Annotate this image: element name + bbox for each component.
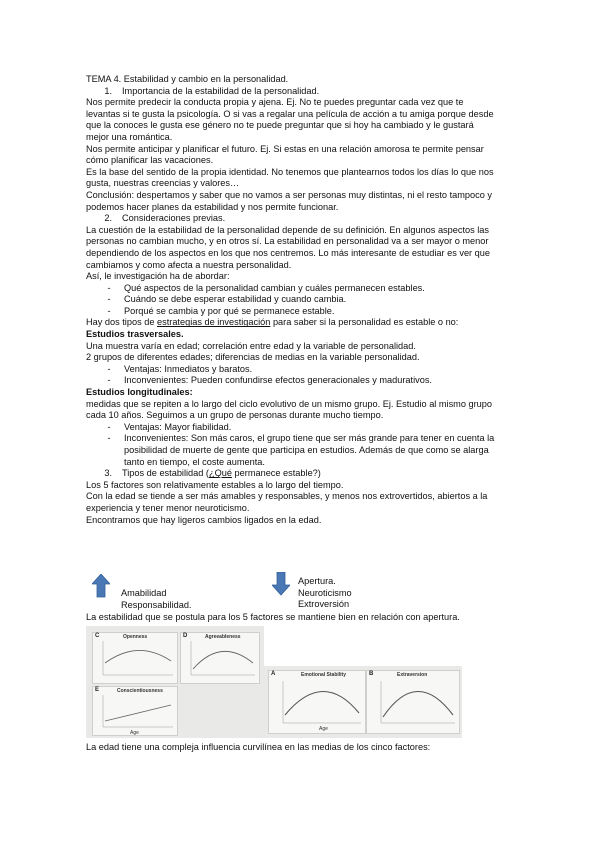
paragraph-line: Así, le investigación ha de abordar: [86, 271, 230, 282]
panel-title: Extraversion [397, 672, 428, 678]
list-item [86, 283, 516, 295]
list-item-continuation: posibilidad de muerte de gente que participa en estudios. Además de que como se alarga [124, 445, 489, 455]
panel-title: Conscientiousness [117, 688, 163, 694]
section-title-block [86, 74, 516, 526]
dash-bullet: - [107, 375, 111, 386]
decrease-item: Neuroticismo [298, 587, 352, 598]
list-item-text: Cuándo se debe esperar estabilidad y cuando cambia. [124, 294, 347, 305]
paragraph-line: que la conoces le gusta ese género no te puede preguntar que si hoy ha cambiado y le gustará [86, 120, 474, 131]
section-1-number: 1. [104, 85, 112, 96]
types-post: para saber si la personalidad es estable o no: [270, 317, 459, 328]
paragraph-line: Nos permite predecir la conducta propia y ajena. Ej. No te puedes preguntar cada vez que te [86, 97, 464, 108]
list-item-text: Inconvenientes: Son más caros, el grupo tiene que ser más grande para tener en cuenta la [124, 433, 495, 444]
closing-paragraph [86, 742, 516, 754]
paragraph-line: levantas si te gusta la psicología. O si vas a regalar una película de acción a tu amiga porque desde [86, 108, 494, 119]
paragraph-line: podemos hacer planes da estabilidad y nos permite funcionar. [86, 201, 339, 212]
types-line [86, 317, 516, 329]
x-axis-label: Age [130, 730, 139, 736]
up-arrow-icon [92, 574, 110, 598]
paragraph-line: Los 5 factores son relativamente estables a lo largo del tiempo. [86, 479, 344, 490]
chart-panel-conscientiousness [92, 686, 178, 736]
dash-bullet: - [107, 305, 111, 316]
types-underlined: estrategias de investigación [157, 317, 271, 328]
paragraph-line: dependiendo de los aspectos en los que nos centremos. Lo más interesante de estudiar es ver que [86, 247, 490, 258]
list-item-text: Qué aspectos de la personalidad cambian y cuáles permanecen estables. [124, 282, 425, 293]
panel-title: Emotional Stability [301, 672, 347, 678]
curve-conscientiousness [93, 687, 177, 735]
paragraph-line: personas no cambian mucho, y en otros sí. La estabilidad en personalidad va a ser mayor o menor [86, 236, 489, 247]
paragraph-line: Encontramos que hay ligeros cambios ligados en la edad. [86, 514, 322, 525]
types-pre: Hay dos tipos de [86, 317, 157, 328]
paragraph-line: Nos permite anticipar y planificar el futuro. Ej. Si estas en una relación amorosa te permite pensar [86, 143, 484, 154]
increase-item: Responsabilidad. [121, 599, 192, 610]
dash-bullet: - [107, 294, 111, 305]
panel-letter: C [95, 633, 100, 639]
dash-bullet: - [107, 433, 111, 444]
paragraph-line: cómo planificar las vacaciones. [86, 155, 214, 166]
heading-transversal: Estudios trasversales. [86, 329, 184, 340]
paragraph-line: cada 10 años. Seguimos a un grupo de personas durante mucho tiempo. [86, 410, 384, 421]
dash-bullet: - [107, 421, 111, 432]
section-2-heading [86, 213, 516, 225]
figure-left [86, 626, 264, 738]
paragraph-line: La cuestión de la estabilidad de la personalidad depende de su definición. En algunos aspectos las [86, 224, 490, 235]
list-item [86, 422, 516, 434]
section-3-post: permanece estable?) [231, 468, 321, 479]
dash-bullet: - [107, 363, 111, 374]
panel-title: Agreeableness [205, 634, 241, 640]
list-item [86, 433, 516, 445]
chart-panel-openness [92, 632, 178, 684]
section-3-heading [86, 468, 516, 480]
increase-list [121, 588, 261, 611]
dash-bullet: - [107, 282, 111, 293]
panel-letter: E [95, 687, 100, 693]
heading-longitudinal: Estudios longitudinales: [86, 387, 193, 398]
section-2-title: Consideraciones previas. [122, 213, 226, 224]
section-3-underlined: ¿Qué [209, 468, 232, 479]
panel-title: Openness [123, 634, 148, 640]
list-item-text: Ventajas: Inmediatos y baratos. [124, 363, 253, 374]
doc-title: TEMA 4. Estabilidad y cambio en la personalidad. [86, 74, 289, 84]
x-axis-label: Age [319, 726, 328, 732]
paragraph-line: experiencia y tener menor neuroticismo. [86, 502, 250, 513]
paragraph-line: La estabilidad que se postula para los 5 factores se mantiene bien en relación con apertura. [86, 612, 460, 622]
panel-letter: B [369, 671, 374, 677]
panel-letter: A [271, 671, 276, 677]
list-item-text: Inconvenientes: Pueden confundirse efectos generacionales y madurativos. [124, 375, 432, 386]
paragraph-line: cambiamos y como afecta a nuestra personalidad. [86, 259, 292, 270]
curve-agreeableness [181, 633, 259, 683]
paragraph-line: La edad tiene una compleja influencia curvilínea en las medias de los cinco factores: [86, 742, 431, 752]
list-item-text: Ventajas: Mayor fiabilidad. [124, 421, 232, 432]
chart-panel-agreeableness [180, 632, 260, 684]
curve-openness [93, 633, 177, 683]
list-item [86, 306, 516, 318]
increase-item: Amabilidad [121, 588, 167, 598]
list-item-text: Porqué se cambia y por qué se permanece estable. [124, 305, 335, 316]
paragraph-line: 2 grupos de diferentes edades; diferencias de medias en la variable personalidad. [86, 352, 420, 363]
curve-emotional-stability [269, 671, 365, 733]
paragraph-line: gusta, nuestras creencias y valores… [86, 178, 240, 189]
chart-panel-emotional-stability [268, 670, 366, 734]
section-2-number: 2. [104, 213, 112, 224]
paragraph-after-arrows [86, 612, 516, 624]
paragraph-line: Una muestra varía en edad; correlación entre edad y la variable de personalidad. [86, 340, 416, 351]
list-item [86, 375, 516, 387]
panel-letter: D [183, 633, 188, 639]
paragraph-line: Es la base del sentido de la propia identidad. No tenemos que plantearnos todos los días lo que nos [86, 166, 494, 177]
decrease-list [298, 576, 438, 611]
paragraph-line: Con la edad se tiende a ser más amables y responsables, y menos nos extrovertidos, abiertos a la [86, 491, 488, 502]
section-1-title: Importancia de la estabilidad de la personalidad. [122, 85, 320, 96]
section-1-heading [86, 86, 516, 98]
paragraph-line: mejor una romántica. [86, 131, 173, 142]
list-item [86, 294, 516, 306]
paragraph-line: medidas que se repiten a lo largo del ciclo evolutivo de un mismo grupo. Ej. Estudio al mismo grupo [86, 398, 492, 409]
curve-extraversion [367, 671, 459, 733]
section-3-pre: Tipos de estabilidad ( [122, 468, 209, 479]
figure-right [264, 666, 462, 738]
decrease-item: Extroversión [298, 599, 350, 610]
section-3-number: 3. [104, 468, 112, 479]
chart-panel-extraversion [366, 670, 460, 734]
decrease-item: Apertura. [298, 576, 336, 586]
list-item [86, 364, 516, 376]
paragraph-line: Conclusión: despertamos y saber que no vamos a ser personas muy distintas, ni el resto tampoco y [86, 189, 492, 200]
list-item-continuation: tanto en tiempo, el coste aumenta. [124, 456, 265, 467]
down-arrow-icon [272, 572, 290, 596]
